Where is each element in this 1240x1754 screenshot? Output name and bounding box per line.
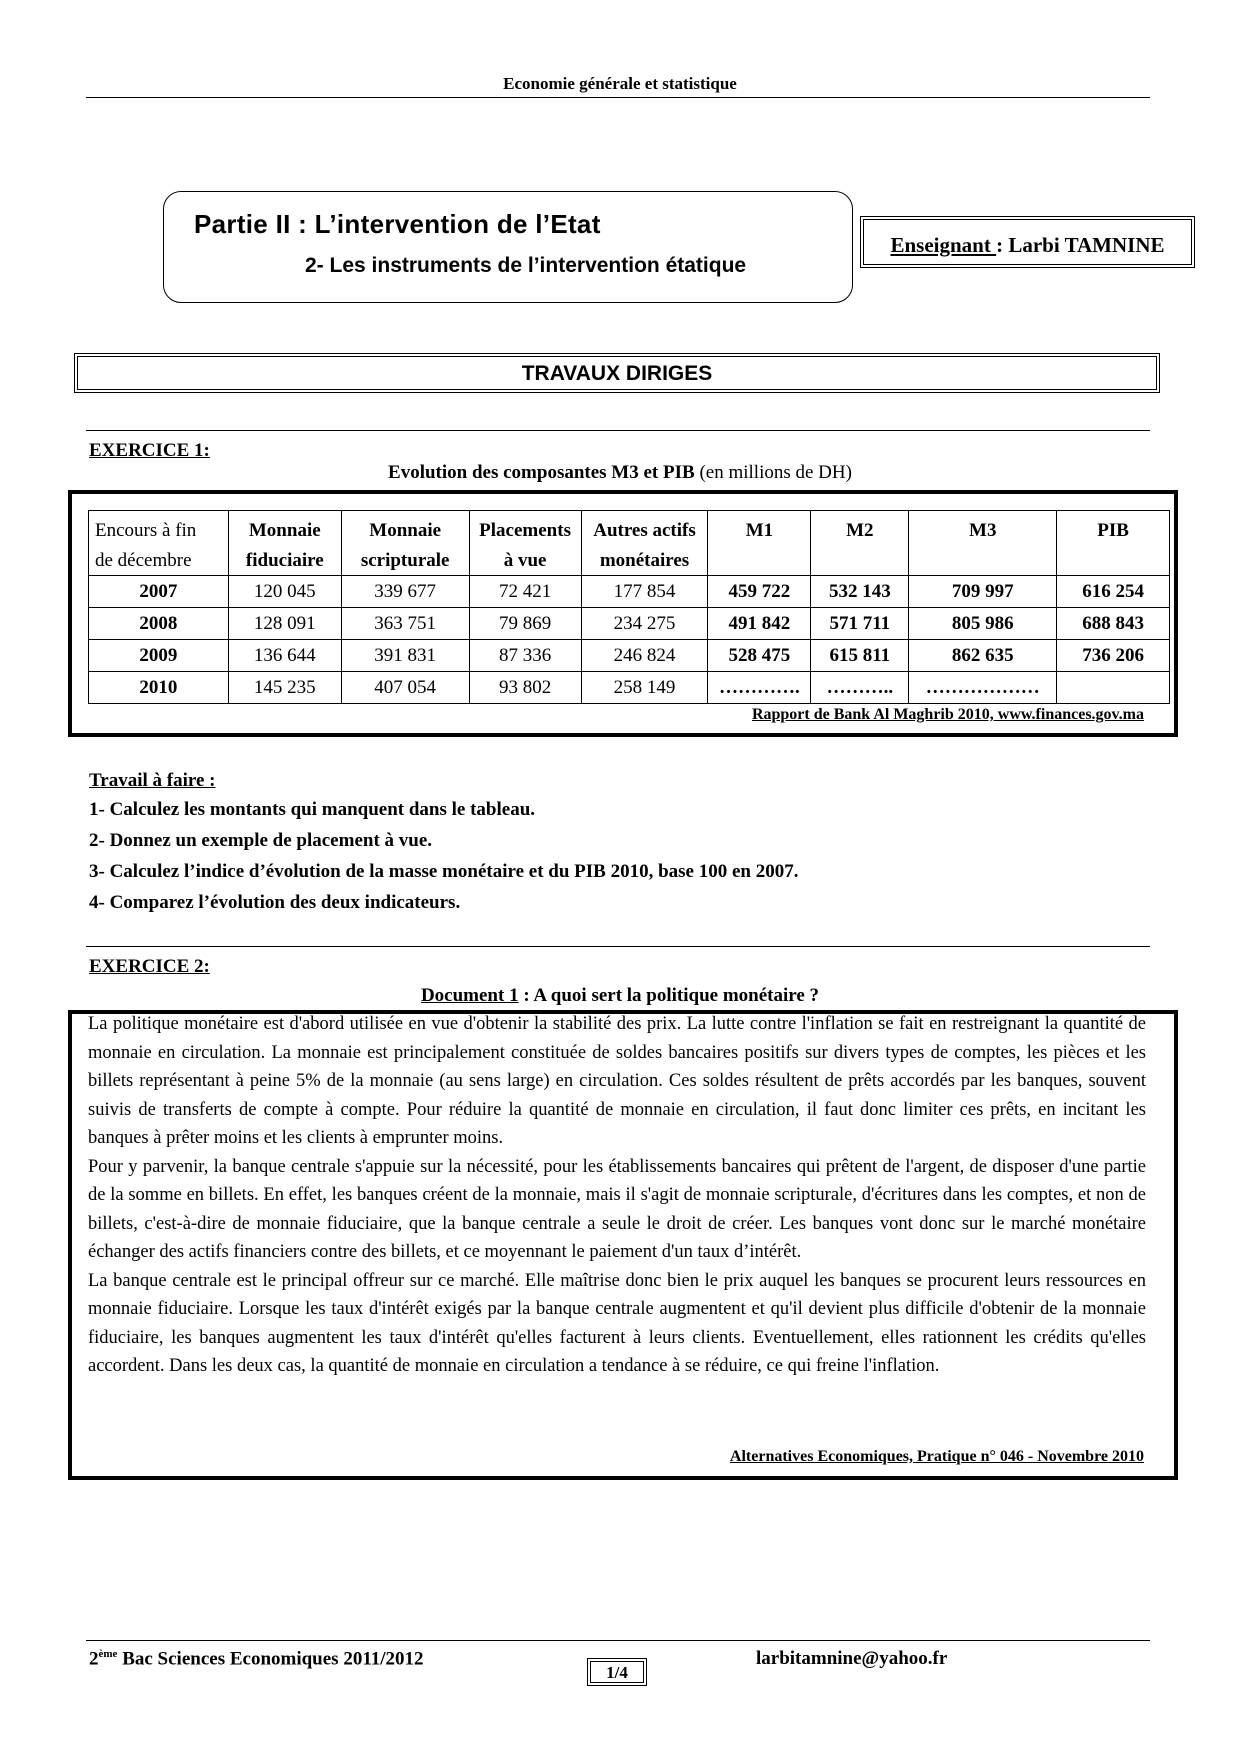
- table-cell: 407 054: [341, 672, 469, 704]
- table-cell: 616 254: [1057, 576, 1170, 608]
- document-paragraph: La politique monétaire est d'abord utilisée en vue d'obtenir la stabilité des prix. La lutte contre l'inflation se fait en restreignant la quantité de monnaie en circulation. La monnaie est principalement constituée de soldes bancaires positifs sur divers types de comptes, les pièces et les billets représentant à peine 5% de la monnaie (au sens large) en circulation. Ces soldes résultent de prêts accordés par les banques, souvent suivis de transferts de compte à compte. Pour réduire la quantité de monnaie en circulation, il faut donc limiter ces prêts, en incitant les banques à prêter moins et les clients à emprunter moins.: [88, 1014, 1146, 1148]
- table-cell: 491 842: [708, 608, 811, 640]
- table-cell: 145 235: [228, 672, 341, 704]
- table-header-row: [89, 546, 1170, 576]
- col-header: M1: [708, 511, 811, 547]
- table-title: [0, 462, 1240, 484]
- document-source: Alternatives Economiques, Pratique n° 046 - Novembre 2010: [729, 1448, 1144, 1465]
- table-cell: 136 644: [228, 640, 341, 672]
- col-header: Monnaie: [341, 511, 469, 547]
- col-header: PIB: [1057, 511, 1170, 547]
- question-item: 3- Calculez l’indice d’évolution de la masse monétaire et du PIB 2010, base 100 en 2007.: [89, 861, 799, 882]
- table-cell: 128 091: [228, 608, 341, 640]
- data-table: [88, 510, 1170, 704]
- partie-box: [163, 191, 853, 303]
- partie-subtitle: 2- Les instruments de l’intervention étatique: [305, 254, 747, 277]
- footer-level-num: 2: [89, 1648, 99, 1670]
- col-header: Placements: [469, 511, 581, 547]
- table-cell: 93 802: [469, 672, 581, 704]
- table-source: Rapport de Bank Al Maghrib 2010, www.finances.gov.ma: [751, 706, 1144, 723]
- table-title-unit: (en millions de DH): [694, 462, 852, 483]
- enseignant-text: [860, 233, 1195, 258]
- table-cell: ………………: [909, 672, 1057, 704]
- row-year: 2007: [89, 576, 229, 608]
- enseignant-label: Enseignant: [890, 233, 997, 257]
- table-cell: 339 677: [341, 576, 469, 608]
- table-title-main: Evolution des composantes M3 et PIB: [388, 462, 695, 483]
- page-number: 1/4: [587, 1658, 647, 1686]
- document-body: [88, 1010, 1146, 1381]
- header-title: Economie générale et statistique: [503, 74, 737, 93]
- col-header: [811, 546, 909, 576]
- question-item: 4- Comparez l’évolution des deux indicateurs.: [89, 892, 461, 913]
- col-header: monétaires: [581, 546, 708, 576]
- table-cell: 459 722: [708, 576, 811, 608]
- table-cell: 363 751: [341, 608, 469, 640]
- footer-email: larbitamnine@yahoo.fr: [756, 1648, 948, 1669]
- table-cell: 177 854: [581, 576, 708, 608]
- document-title: [0, 985, 1240, 1007]
- partie-title: Partie II : L’intervention de l’Etat: [194, 209, 601, 239]
- footer-level-sup: ème: [98, 1648, 118, 1660]
- exercice1-heading: EXERCICE 1:: [89, 440, 210, 461]
- document-paragraph: Pour y parvenir, la banque centrale s'appuie sur la nécessité, pour les établissements bancaires qui prêtent de l'argent, de disposer d'une partie de la somme en billets. En effet, les banques créent de la monnaie, mais il s'agit de monnaie scripturale, d'écritures dans les comptes, et non de billets, c'est-à-dire de monnaie fiduciaire, que la banque centrale a seule le droit de créer. Les banques vont donc sur le marché monétaire échanger des actifs financiers contre des billets, et ce moyennant le paiement d'un taux d’intérêt.: [88, 1156, 1146, 1262]
- table-row: [89, 608, 1170, 640]
- question-item: 2- Donnez un exemple de placement à vue.: [89, 830, 433, 851]
- table-cell: 72 421: [469, 576, 581, 608]
- col-header: Monnaie: [228, 511, 341, 547]
- section-divider: [86, 946, 1150, 947]
- section-divider: [86, 430, 1150, 431]
- col-header: M3: [909, 511, 1057, 547]
- table-cell: 87 336: [469, 640, 581, 672]
- table-cell: 234 275: [581, 608, 708, 640]
- table-cell: 528 475: [708, 640, 811, 672]
- col-header: M2: [811, 511, 909, 547]
- col-header: fiduciaire: [228, 546, 341, 576]
- table-cell: 709 997: [909, 576, 1057, 608]
- table-cell: 736 206: [1057, 640, 1170, 672]
- table-cell: 688 843: [1057, 608, 1170, 640]
- table-row: [89, 576, 1170, 608]
- col-header: Encours à fin: [89, 511, 229, 547]
- document-title-text: : A quoi sert la politique monétaire ?: [518, 985, 820, 1006]
- table-cell: 532 143: [811, 576, 909, 608]
- row-year: 2008: [89, 608, 229, 640]
- col-header: à vue: [469, 546, 581, 576]
- col-header: [708, 546, 811, 576]
- footer-level-text: Bac Sciences Economiques 2011/2012: [117, 1648, 424, 1670]
- table-cell: 805 986: [909, 608, 1057, 640]
- table-cell: ………..: [811, 672, 909, 704]
- header-divider: [86, 97, 1150, 98]
- table-cell: 120 045: [228, 576, 341, 608]
- exercice2-heading: EXERCICE 2:: [89, 956, 210, 977]
- col-header: [909, 546, 1057, 576]
- footer-divider: [86, 1640, 1150, 1641]
- table-row: [89, 640, 1170, 672]
- enseignant-name: : Larbi TAMNINE: [996, 233, 1165, 257]
- table-header-row: [89, 511, 1170, 547]
- table-cell: 246 824: [581, 640, 708, 672]
- table-cell: 391 831: [341, 640, 469, 672]
- table-cell: ………….: [708, 672, 811, 704]
- row-year: 2009: [89, 640, 229, 672]
- table-cell: 862 635: [909, 640, 1057, 672]
- table-cell: 79 869: [469, 608, 581, 640]
- row-year: 2010: [89, 672, 229, 704]
- question-item: 1- Calculez les montants qui manquent dans le tableau.: [89, 799, 536, 820]
- travail-heading: Travail à faire :: [89, 770, 216, 791]
- table-cell: 615 811: [811, 640, 909, 672]
- table-cell: [1057, 672, 1170, 704]
- footer-level: [89, 1648, 424, 1670]
- col-header: scripturale: [341, 546, 469, 576]
- table-cell: 571 711: [811, 608, 909, 640]
- document-paragraph: La banque centrale est le principal offreur sur ce marché. Elle maîtrise donc bien le prix auquel les banques se procurent leurs ressources en monnaie fiduciaire. Lorsque les taux d'intérêt exigés par la banque centrale augmentent et qu'il devient plus difficile d'obtenir de la monnaie fiduciaire, les banques augmentent les taux d'intérêt qu'elles facturent à leurs clients. Eventuellement, elles rationnent les crédits qu'elles accordent. Dans les deux cas, la quantité de monnaie en circulation a tendance à se réduire, ce qui freine l'inflation.: [88, 1270, 1146, 1376]
- col-header: de décembre: [89, 546, 229, 576]
- banner-title: TRAVAUX DIRIGES: [521, 362, 713, 385]
- table-row: [89, 672, 1170, 704]
- document-label: Document 1: [420, 985, 519, 1006]
- col-header: [1057, 546, 1170, 576]
- col-header: Autres actifs: [581, 511, 708, 547]
- table-cell: 258 149: [581, 672, 708, 704]
